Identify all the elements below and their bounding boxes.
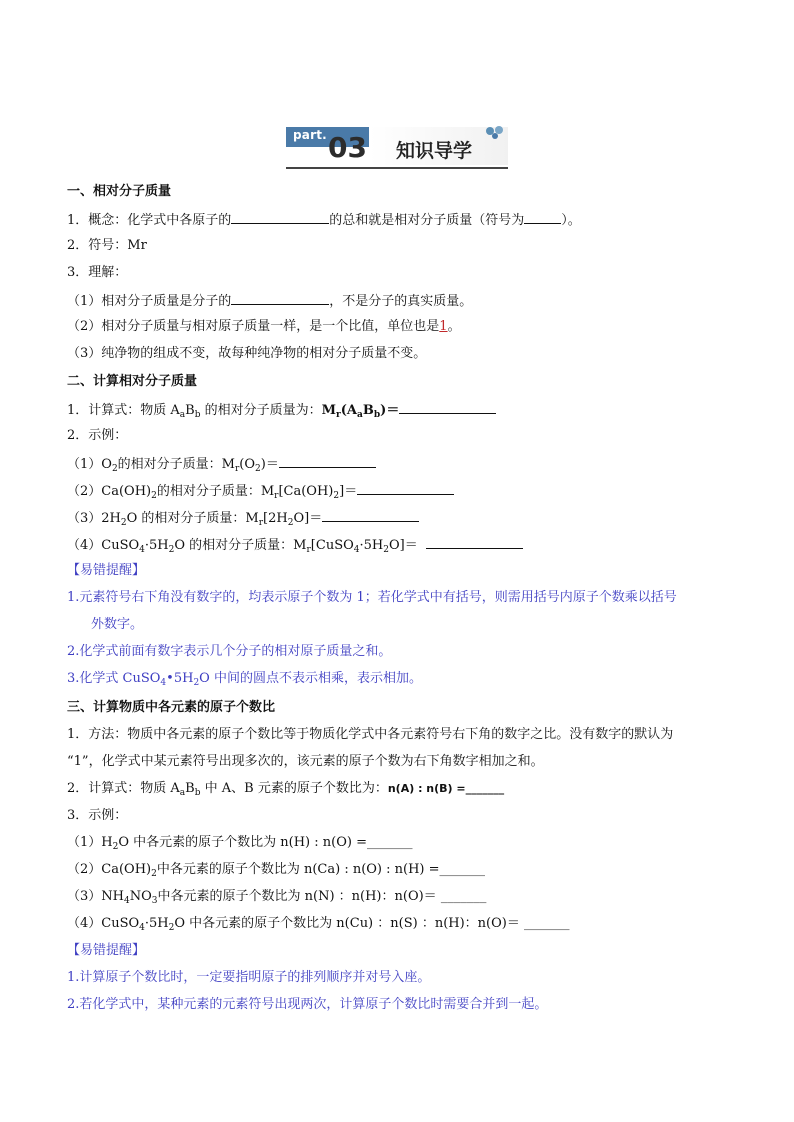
s1-line-6: （3）纯净物的组成不变，故每种纯净物的相对分子质量不变。 — [67, 346, 427, 361]
subscript: r — [234, 464, 240, 474]
text: O 的相对分子质量：M — [174, 538, 307, 553]
tip-heading-2: 【易错提醒】 — [67, 943, 146, 958]
tip-1-line-1: 1.元素符号右下角没有数字的，均表示原子个数为 1；若化学式中有括号，则需用括号内原子个数乘以括号 — [67, 590, 677, 605]
s3-line-1a: 1．方法：物质中各元素的原子个数比等于物质化学式中各元素符号右下角的数字之比。没有数字的默认为 — [67, 727, 674, 742]
text: O 中间的圆点不表示相乘，表示相加。 — [199, 671, 422, 686]
text: 的相对分子质量：M — [156, 484, 275, 499]
text: （4）CuSO — [67, 916, 140, 931]
text: B — [362, 403, 374, 418]
s2-line-1 — [67, 399, 496, 421]
s2-example-2 — [67, 480, 454, 502]
text: （3）NH — [67, 889, 124, 904]
s2-example-1 — [67, 453, 376, 475]
text: 1．计算式：物质 A — [67, 403, 180, 418]
subscript: 4 — [353, 545, 360, 555]
text: O]＝ — [293, 511, 323, 526]
text: （2）Ca(OH) — [67, 862, 152, 877]
fill-blank — [322, 507, 419, 522]
subscript: 2 — [112, 842, 119, 852]
subscript: 2 — [168, 923, 175, 933]
s3-example-3 — [67, 887, 486, 907]
tip-heading-1: 【易错提醒】 — [67, 563, 146, 578]
text: [CuSO — [310, 538, 354, 553]
fill-blank — [399, 399, 496, 414]
text: （1）相对分子质量是分子的 — [67, 294, 232, 309]
subscript: r — [274, 491, 279, 501]
text: O]＝ — [388, 538, 418, 553]
section-heading-1: 一、相对分子质量 — [67, 184, 172, 199]
subscript: 4 — [139, 545, 145, 555]
subscript: 2 — [333, 491, 340, 501]
subscript: 2 — [287, 518, 294, 528]
subscript: 2 — [151, 869, 157, 879]
s1-line-1 — [67, 209, 581, 231]
text: )＝ — [260, 457, 279, 472]
subscript: a — [179, 410, 186, 420]
text: [2H — [263, 511, 288, 526]
text: •5H — [166, 671, 194, 686]
subscript: 2 — [120, 518, 127, 528]
fill-blank — [231, 209, 329, 224]
text: ·5H — [144, 538, 169, 553]
text: M — [321, 403, 337, 418]
text: 的相对分子质量为： — [200, 403, 322, 418]
banner-title: 知识导学 — [396, 140, 473, 162]
subscript: 2 — [383, 545, 389, 555]
subscript: a — [357, 410, 363, 420]
subscript: 2 — [111, 464, 118, 474]
text: ]＝ — [339, 484, 358, 499]
s2-line-2: 2．示例： — [67, 428, 128, 443]
section-heading-2: 二、计算相对分子质量 — [67, 374, 198, 389]
section-banner — [286, 127, 508, 169]
subscript: 4 — [123, 896, 130, 906]
text: O 中各元素的原子个数比为 n(Cu) ：n(S) ：n(H)：n(O)＝ _______ — [174, 916, 570, 931]
s1-line-2: 2．符号：Mr — [67, 238, 147, 253]
text: B — [185, 781, 195, 796]
subscript: 2 — [255, 464, 261, 474]
text: 。 — [447, 319, 461, 334]
s3-line-2 — [67, 779, 504, 799]
fill-blank — [426, 534, 523, 549]
text: （1）O — [67, 457, 112, 472]
tip-s3-2: 2.若化学式中，某种元素的元素符号出现两次，计算原子个数比时需要合并到一起。 — [67, 997, 548, 1012]
decorative-dots-icon — [484, 125, 508, 141]
fill-blank — [524, 209, 561, 224]
text: (A — [340, 403, 358, 418]
subscript: r — [258, 518, 264, 528]
fill-blank — [231, 290, 329, 305]
text: ）。 — [561, 213, 581, 228]
subscript: a — [179, 788, 186, 798]
s3-example-4 — [67, 914, 569, 934]
s2-example-4 — [67, 534, 523, 556]
text: （2）Ca(OH) — [67, 484, 152, 499]
subscript: b — [194, 788, 201, 798]
text: 中各元素的原子个数比为 n(N) ：n(H)：n(O)＝ _______ — [157, 889, 487, 904]
section-heading-3: 三、计算物质中各元素的原子个数比 — [67, 700, 276, 715]
text: （2）相对分子质量与相对原子质量一样，是一个比值，单位也是 — [67, 319, 440, 334]
text: O 中各元素的原子个数比为 n(H) : n(O) =_______ — [118, 835, 413, 850]
banner-underline — [286, 167, 508, 169]
s1-line-3: 3．理解： — [67, 265, 128, 280]
fill-blank — [279, 453, 376, 468]
text: （1）H — [67, 835, 113, 850]
text: 1．概念：化学式中各原子的 — [67, 213, 232, 228]
text: ·5H — [359, 538, 384, 553]
s3-line-1b: “1”，化学式中某元素符号出现多次的，该元素的原子个数为右下角数字相加之和。 — [67, 754, 544, 769]
text: （3）2H — [67, 511, 121, 526]
s2-example-3 — [67, 507, 419, 529]
tip-s3-1: 1.计算原子个数比时，一定要指明原子的排列顺序并对号入座。 — [67, 970, 431, 985]
subscript: 4 — [139, 923, 145, 933]
fill-blank — [357, 480, 454, 495]
text: 中 A、B 元素的原子个数比为： — [200, 781, 388, 796]
text: O 的相对分子质量：M — [126, 511, 259, 526]
tip-3 — [67, 669, 422, 689]
text: 中各元素的原子个数比为 n(Ca) : n(O) : n(H) =_______ — [156, 862, 486, 877]
text: ·5H — [144, 916, 169, 931]
subscript: b — [373, 410, 381, 420]
text: 的总和就是相对分子质量（符号为 — [329, 213, 525, 228]
text: 的相对分子质量：M — [117, 457, 235, 472]
answer-text: 1 — [439, 319, 448, 334]
formula-text: n(A) : n(B) =_______ — [387, 782, 505, 795]
part-label: part. — [293, 128, 327, 142]
subscript: 2 — [168, 545, 175, 555]
text: （4）CuSO — [67, 538, 140, 553]
text: (O — [239, 457, 256, 472]
subscript: 2 — [193, 678, 200, 688]
text: B — [185, 403, 195, 418]
s1-line-4 — [67, 290, 472, 312]
subscript: 4 — [160, 678, 167, 688]
tip-1-line-2: 外数字。 — [91, 617, 144, 632]
text: 2．计算式：物质 A — [67, 781, 180, 796]
text: NO — [129, 889, 152, 904]
s1-line-5 — [67, 317, 461, 337]
text: ，不是分子的真实质量。 — [329, 294, 473, 309]
s3-line-3: 3．示例： — [67, 808, 128, 823]
s3-example-1 — [67, 833, 412, 853]
subscript: r — [306, 545, 311, 555]
subscript: b — [194, 410, 201, 420]
subscript: r — [336, 410, 341, 420]
text: )＝ — [380, 403, 400, 418]
part-number: 03 — [328, 131, 367, 164]
subscript: 3 — [151, 896, 158, 906]
s3-example-2 — [67, 860, 485, 880]
text: 3.化学式 CuSO — [67, 671, 161, 686]
tip-2: 2.化学式前面有数字表示几个分子的相对原子质量之和。 — [67, 644, 392, 659]
subscript: 2 — [151, 491, 157, 501]
text: [Ca(OH) — [278, 484, 334, 499]
